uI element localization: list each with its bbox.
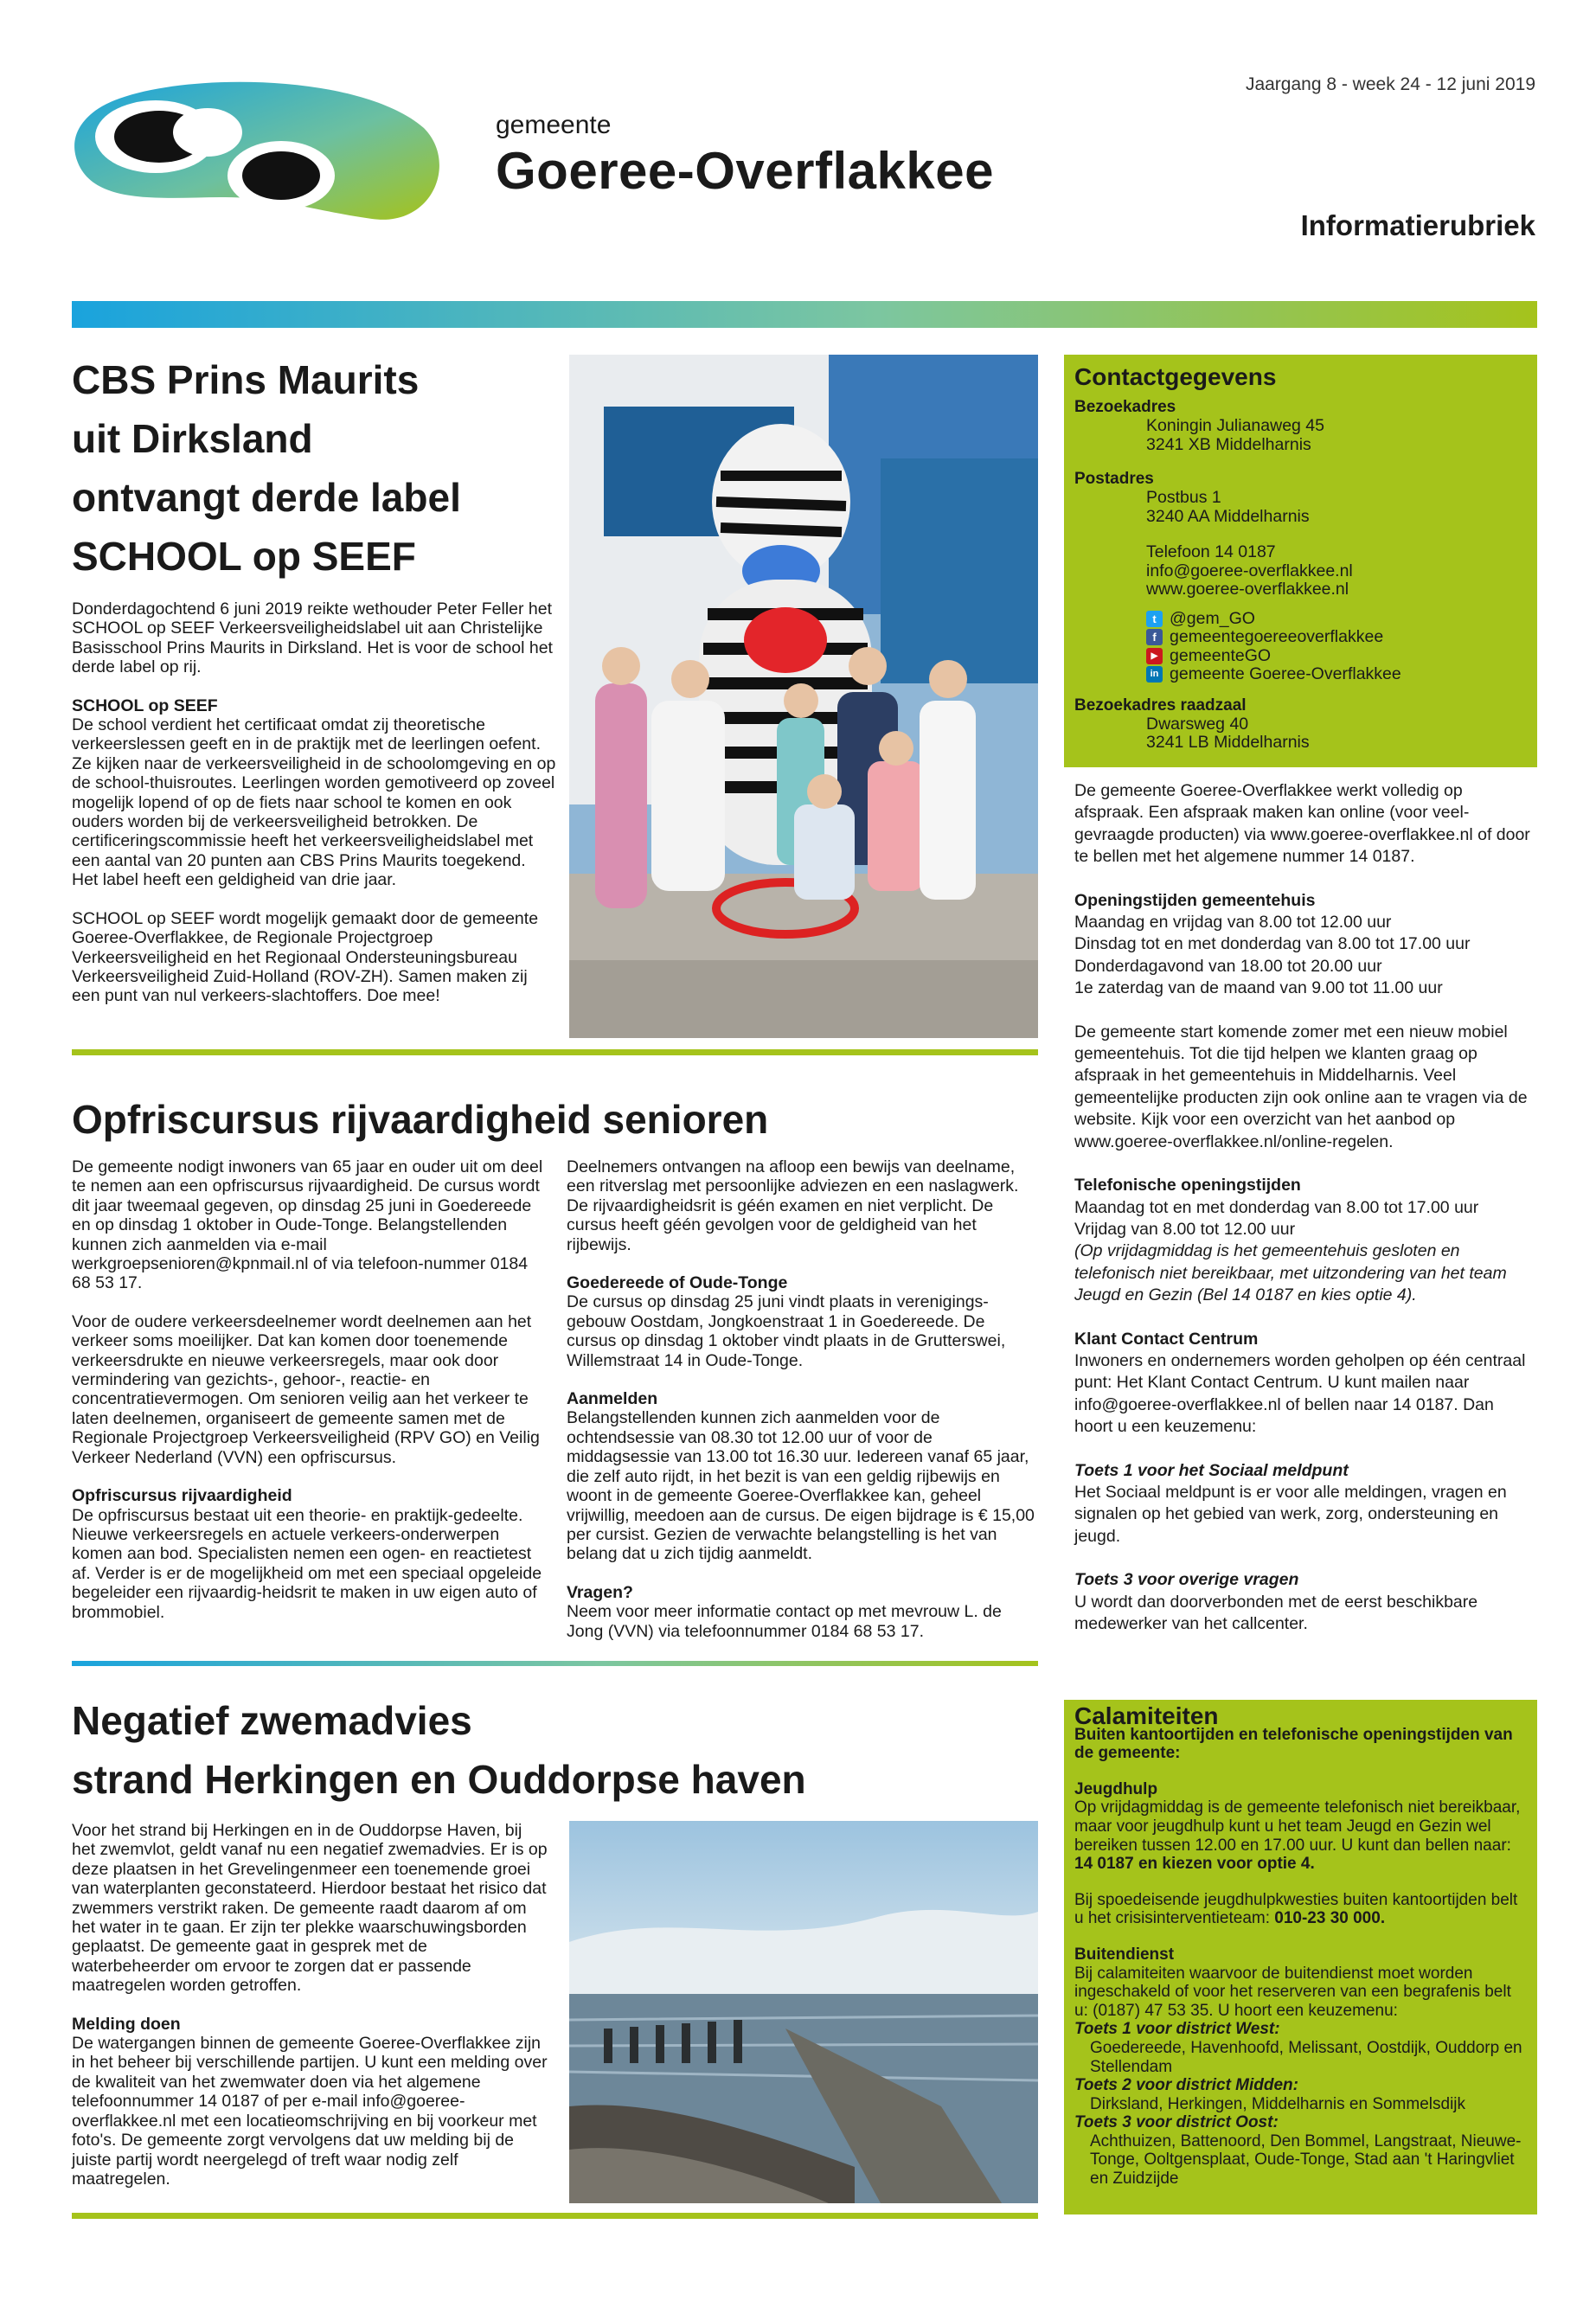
- option1-label: Toets 1 voor het Sociaal meldpunt: [1074, 1460, 1349, 1480]
- crisis-text: Bij spoedeisende jeugdhulpkwesties buiten kantoortijden belt u het crisisinterventieteam: 010-23 30 000.: [1074, 1890, 1518, 1928]
- social-facebook[interactable]: f gemeentegoereeoverflakkee: [1146, 628, 1527, 647]
- contact-box: [1064, 355, 1537, 767]
- youtube-icon: ▶: [1146, 648, 1163, 664]
- article-paragraph: Belangstellenden kunnen zich aanmelden voor de ochtendsessie van 08.30 tot 12.00 uur of voor de middagsessie van 13.00 tot 16.30 uur. Iedereen vanaf 65 jaar, die zelf auto rijdt, in het bezit is van een geldig rijbewijs en woont in de gemeente Goeree-Overflakkee kan, geheel vrijwillig, meedoen aan de cursus. De eigen bijdrage is € 15,00 per cursist. Gezien de verwachte belangstelling is het van belang dat u zich tijdig aanmeldt.: [567, 1408, 1035, 1564]
- mobile-townhall-text: De gemeente start komende zomer met een nieuw mobiel gemeentehuis. Tot die tijd helpen we klanten graag op afspraak in het gemeentehuis in Middelharnis. Veel gemeentelijke producten zijn ook online aan te vragen via de website. Kijk voor een overzicht van het aanbod op www.goeree-overflakkee.nl/online-regelen.: [1074, 1022, 1528, 1151]
- emergency-intro: Buiten kantoortijden en telefonische openingstijden van de gemeente:: [1074, 1725, 1513, 1763]
- field-service-label: Buitendienst: [1074, 1945, 1175, 1964]
- council-address-label: Bezoekadres raadzaal: [1074, 695, 1247, 715]
- article-title: Negatief zwemadvies strand Herkingen en Ouddorpse haven: [72, 1698, 806, 1802]
- article-title: CBS Prins Maurits uit Dirksland ontvangt derde label SCHOOL op SEEF: [72, 357, 461, 579]
- district-midden: Dirksland, Herkingen, Middelharnis en Sommelsdijk: [1090, 2094, 1466, 2113]
- article-zwemadvies: [72, 1691, 1038, 1809]
- visit-address: Koningin Julianaweg 45 3241 XB Middelharnis: [1146, 416, 1324, 454]
- council-address: Dwarsweg 40 3241 LB Middelharnis: [1146, 714, 1310, 752]
- twitter-icon: t: [1146, 611, 1163, 627]
- article-paragraph: De gemeente nodigt inwoners van 65 jaar en ouder uit om deel te nemen aan een opfriscursus rijvaardigheid. De cursus wordt dit jaar tweemaal gegeven, op dinsdag 25 juni in Goedereede en op dinsdag 1 oktober in Oude-Tonge. Belangstellenden kunnen zich aanmelden via e-mail werkgroepsenioren@kpnmail.nl of via telefoon-nummer 0184 68 53 17.: [72, 1157, 543, 1293]
- section-divider: [72, 1661, 1038, 1666]
- article-paragraph: Deelnemers ontvangen na afloop een bewijs van deelname, een ritverslag met persoonlijke adviezen en een naslagwerk. De rijvaardigheidsrit is géén examen en niet verplicht. De cursus heeft géén gevolgen voor de geldigheid van het rijbewijs.: [567, 1157, 1019, 1254]
- social-youtube[interactable]: ▶ gemeenteGO: [1146, 647, 1527, 666]
- youth-care-text: Op vrijdagmiddag is de gemeente telefonisch niet bereikbaar, maar voor jeugdhulp kunt u het team Jeugd en Gezin wel bereiken tussen 12.00 en 17.00 uur. U kunt dan bellen naar: 14 0187 en kiezen voor optie 4.: [1074, 1798, 1521, 1874]
- article-paragraph: De cursus op dinsdag 25 juni vindt plaats in verenigings-gebouw Oostdam, Jongkoenstraat 1 in Goedereede. De cursus op dinsdag 1 oktober vindt plaats in de Grutterswei, Willemstraat 14 in Oude-Tonge.: [567, 1292, 1006, 1370]
- header-gradient-bar: [72, 301, 1537, 328]
- section-label: Informatierubriek: [1300, 209, 1535, 241]
- article-column-left: [72, 1157, 543, 1641]
- kcc-text: Inwoners en ondernemers worden geholpen op één centraal punt: Het Klant Contact Centrum. U kunt mailen naar info@goeree-overflakkee.nl of bellen naar 14 0187. Dan hoort u een keuzemenu:: [1074, 1350, 1526, 1437]
- contact-title: Contactgegevens: [1074, 363, 1277, 390]
- emergency-box: [1064, 1700, 1537, 2214]
- article-paragraph: SCHOOL op SEEF wordt mogelijk gemaakt door de gemeente Goeree-Overflakkee, de Regionale Projectgroep Verkeersveiligheid en het Regionaal Ondersteuningsbureau Verkeersveiligheid Zuid-Holland (ROV-ZH). Samen maken zij een punt van nul verkeers-slachtoffers. Doe mee!: [72, 908, 539, 1006]
- option3-text: U wordt dan doorverbonden met de eerst beschikbare medewerker van het callcenter.: [1074, 1592, 1478, 1633]
- section-divider: [72, 2213, 1038, 2219]
- phone-hours: Maandag tot en met donderdag van 8.00 tot 17.00 uur Vrijdag van 8.00 tot 12.00 uur (Op vrijdagmiddag is het gemeentehuis gesloten en telefonisch niet bereikbaar, met uitzondering van het team Jeugd en Gezin (Bel 14 0187 en kies optie 4).: [1074, 1197, 1507, 1305]
- photo-label-ceremony: [569, 355, 1038, 1038]
- article-subheading: Goedereede of Oude-Tonge: [567, 1273, 788, 1293]
- article-school-seef: [72, 350, 556, 1025]
- district-oost: Achthuizen, Battenoord, Den Bommel, Langstraat, Nieuwe-Tonge, Ooltgensplaat, Oude-Tonge, Stad aan 't Haringvliet en Zuidzijde: [1090, 2131, 1522, 2189]
- website-link[interactable]: www.goeree-overflakkee.nl: [1146, 580, 1349, 599]
- section-divider: [72, 1049, 1038, 1055]
- appointment-text: De gemeente Goeree-Overflakkee werkt volledig op afspraak. Een afspraak maken kan online (voor veel-gevraagde producten) via www.goeree-overflakkee.nl of door te bellen met het algemene nummer 14 0187.: [1074, 781, 1530, 867]
- article-subheading: Opfriscursus rijvaardigheid: [72, 1486, 292, 1506]
- youth-care-label: Jeugdhulp: [1074, 1779, 1158, 1798]
- sidebar-info: [1074, 780, 1533, 1657]
- linkedin-icon: in: [1146, 666, 1163, 683]
- contact-details: [1074, 543, 1527, 599]
- option1-text: Het Sociaal meldpunt is er voor alle meldingen, vragen en signalen op het gebied van werk, zorg, ondersteuning en jeugd.: [1074, 1482, 1507, 1546]
- article-subheading: Vragen?: [567, 1582, 633, 1602]
- postal-address: Postbus 1 3240 AA Middelharnis: [1146, 488, 1310, 526]
- facebook-icon: f: [1146, 629, 1163, 645]
- field-service-text: Bij calamiteiten waarvoor de buitendienst moet worden ingeschakeld of voor het reserveren van een begrafenis belt u: (0187) 47 53 35. U hoort een keuzemenu:: [1074, 1964, 1511, 2020]
- social-twitter[interactable]: t @gem_GO: [1146, 610, 1527, 629]
- article-paragraph: De school verdient het certificaat omdat zij theoretische verkeerslessen geeft en in de praktijk met de leerlingen oefent. Ze kijken naar de verkeersveiligheid in de schoolomgeving en op de school-thuisroutes. Leerlingen worden gemotiveerd op zoveel mogelijk lopend of op de fiets naar school te komen en ook ouders worden bij de verkeersveiligheid betrokken. De certificeringscommissie heeft het verkeersveiligheidslabel met een aantal van 20 punten aan CBS Prins Maurits toegekend. Het label heeft een geldigheid van drie jaar.: [72, 715, 556, 890]
- article-subheading: SCHOOL op SEEF: [72, 695, 218, 715]
- option3-label: Toets 3 voor overige vragen: [1074, 1570, 1299, 1590]
- photo-lake-shore: [569, 1821, 1038, 2203]
- article-subheading: Aanmelden: [567, 1389, 658, 1409]
- article-intro: Donderdagochtend 6 juni 2019 reikte wethouder Peter Feller het SCHOOL op SEEF Verkeersveiligheidslabel uit aan Christelijke Basisschool Prins Maurits in Dirksland. Het is voor de school het derde label op rij.: [72, 599, 553, 677]
- opening-hours-label: Openingstijden gemeentehuis: [1074, 890, 1316, 910]
- phone-hours-label: Telefonische openingstijden: [1074, 1176, 1301, 1195]
- district-west-label: Toets 1 voor district West:: [1074, 2020, 1280, 2039]
- visit-address-label: Bezoekadres: [1074, 398, 1176, 416]
- article-paragraph: Voor het strand bij Herkingen en in de Ouddorpse Haven, bij het zwemvlot, geldt vanaf nu een negatief zwemadvies. Er is op deze plaatsen in het Grevelingenmeer een toenemende groei van waterplanten geconstateerd. Hierdoor bestaat het risico dat zwemmers verstrikt raken. De gemeente raadt daarom af om het water in te gaan. Er zijn ter plekke waarschuwingsborden geplaatst. De gemeente gaat in gesprek met de waterbeheerder om ervoor te zorgen dat er passende maatregelen worden getroffen.: [72, 1821, 548, 1996]
- social-linkedin[interactable]: in gemeente Goeree-Overflakkee: [1146, 665, 1527, 684]
- article-column-left: [72, 1821, 548, 2208]
- email-link[interactable]: info@goeree-overflakkee.nl: [1146, 561, 1353, 580]
- article-subheading: Melding doen: [72, 2014, 181, 2034]
- brand-subtitle: gemeente: [496, 111, 612, 139]
- article-paragraph: De opfriscursus bestaat uit een theorie- en praktijk-gedeelte. Nieuwe verkeersregels en actuele verkeers-onderwerpen komen aan bod. Specialisten nemen een ogen- en reactietest af. Verder is er de mogelijkheid om met een speciaal opgeleide begeleider een rijvaardig-heidsrit te maken in uw eigen auto of brommobiel.: [72, 1505, 542, 1622]
- article-column-right: [567, 1157, 1038, 1660]
- article-paragraph: Voor de oudere verkeersdeelnemer wordt deelnemen aan het verkeer soms moeilijker. Dat kan komen door toenemende verkeersdrukte en nieuwe verkeersregels, maar ook door vermindering van gezichts-, gehoor-, reactie- en concentratievermogen. Om senioren veilig aan het verkeer te laten deelnemen, organiseert de gemeente samen met de Regionale Projectgroep Verkeersveiligheid (RPV GO) en Veilig Verkeer Nederland (VVN) een opfriscursus.: [72, 1311, 540, 1467]
- article-paragraph: De watergangen binnen de gemeente Goeree-Overflakkee zijn in het beheer bij verschillende partijen. U kunt een melding over de kwaliteit van het zwemwater doen via het algemene telefoonnummer 14 0187 of per e-mail info@goeree-overflakkee.nl met een locatieomschrijving en bij voorkeur met foto's. De gemeente zorgt vervolgens dat uw melding bij de juiste partij wordt neergelegd of treft waar nodig zelf maatregelen.: [72, 2034, 548, 2189]
- article-paragraph: Neem voor meer informatie contact op met mevrouw L. de Jong (VVN) via telefoonnummer 0184 68 53 17.: [567, 1602, 1002, 1641]
- kcc-label: Klant Contact Centrum: [1074, 1329, 1259, 1349]
- district-west: Goedereede, Havenhoofd, Melissant, Oostdijk, Ouddorp en Stellendam: [1090, 2038, 1522, 2076]
- article-opfriscursus: [72, 1090, 1038, 1149]
- brand-title: Goeree-Overflakkee: [496, 142, 995, 200]
- municipality-logo: [69, 76, 450, 228]
- article-title: Opfriscursus rijvaardigheid senioren: [72, 1097, 769, 1142]
- postal-address-label: Postadres: [1074, 470, 1154, 488]
- emergency-title: Calamiteiten: [1074, 1702, 1219, 1729]
- phone-number: Telefoon 14 0187: [1146, 542, 1276, 561]
- dateline: Jaargang 8 - week 24 - 12 juni 2019: [1245, 74, 1535, 94]
- district-oost-label: Toets 3 voor district Oost:: [1074, 2113, 1279, 2132]
- social-links: [1074, 610, 1527, 684]
- district-midden-label: Toets 2 voor district Midden:: [1074, 2076, 1298, 2095]
- opening-hours: Maandag en vrijdag van 8.00 tot 12.00 uur Dinsdag tot en met donderdag van 8.00 tot 17.00 uur Donderdagavond van 18.00 tot 20.00 uur 1e zaterdag van de maand van 9.00 tot 11.00 uur: [1074, 913, 1471, 998]
